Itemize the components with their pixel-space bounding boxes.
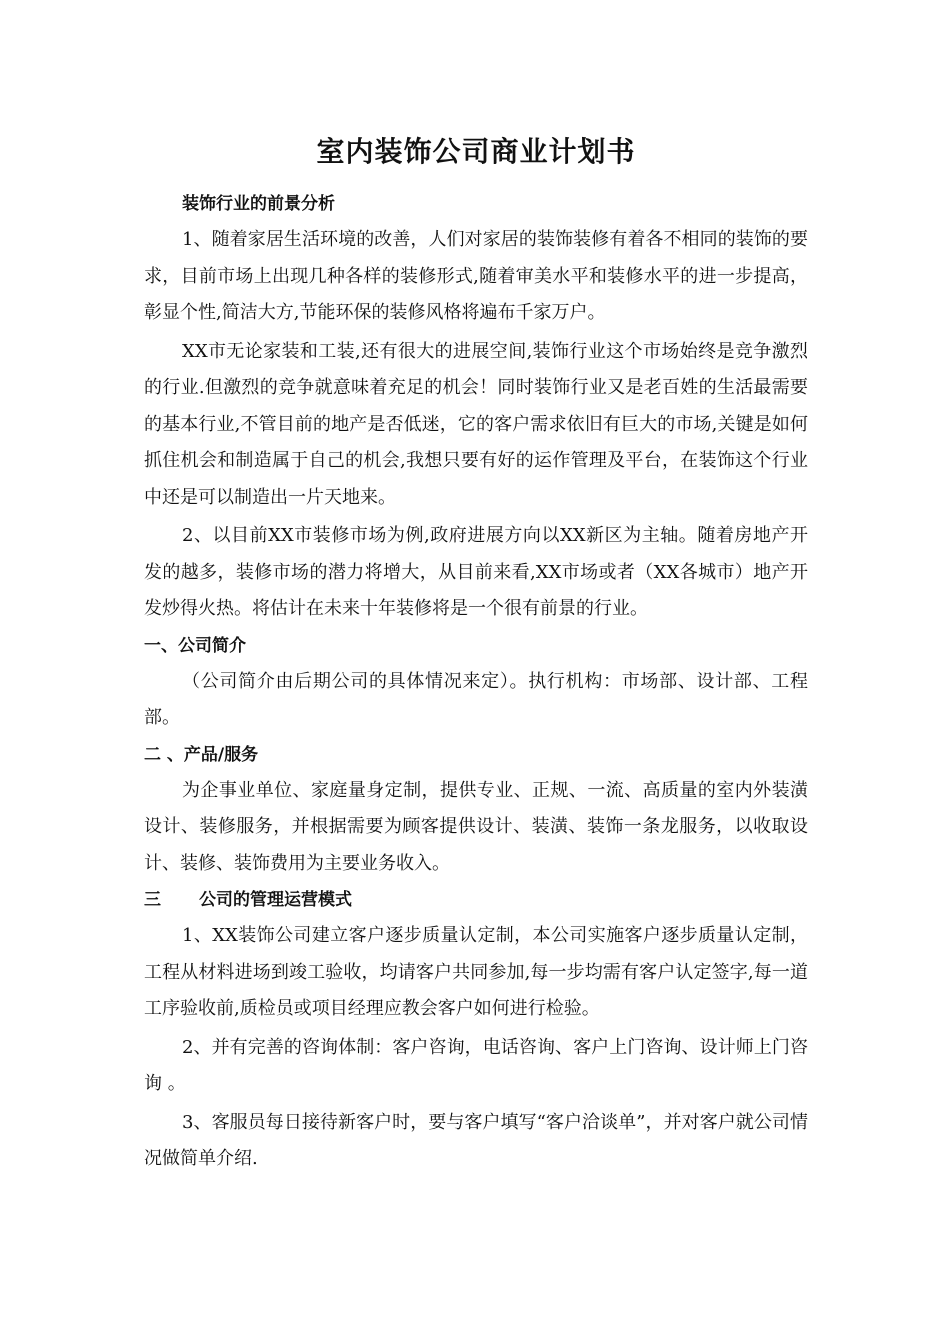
section-heading-management-text: 公司的管理运营模式 [199,890,352,910]
section-heading-management [144,882,808,918]
paragraph-prospect-2: XX市无论家装和工装,还有很大的进展空间,装饰行业这个市场始终是竞争激烈的行业.但激烈的竞争就意味着充足的机会！同时装饰行业又是老百姓的生活最需要的基本行业,不管目前的地产是否低迷，它的客户需求依旧有巨大的市场,关键是如何抓住机会和制造属于自己的机会,我想只要有好的运作管理及平台，在装饰这个行业中还是可以制造出一片天地来。 [144,340,808,508]
paragraph-management-1: 1、XX装饰公司建立客户逐步质量认定制，本公司实施客户逐步质量认定制，工程从材料进场到竣工验收，均请客户共同参加,每一步均需有客户认定签字,每一道工序验收前,质检员或项目经理应教会客户如何进行检验。 [144,925,808,1019]
section-heading-management-number: 三 [144,890,161,910]
section-heading-prospect: 装饰行业的前景分析 [182,194,335,214]
paragraph-intro-1: （公司简介由后期公司的具体情况来定）。执行机构：市场部、设计部、工程部。 [144,670,808,728]
paragraph-products-1: 为企事业单位、家庭量身定制，提供专业、正规、一流、高质量的室内外装潢设计、装修服务，并根据需要为顾客提供设计、装潢、装饰一条龙服务，以收取设计、装修、装饰费用为主要业务收入。 [144,779,808,874]
document-page [144,120,808,1178]
paragraph-prospect-3: 2、以目前XX市装修市场为例,政府进展方向以XX新区为主轴。随着房地产开发的越多，装修市场的潜力将增大，从目前来看,XX市场或者（XX各城市）地产开发炒得火热。将估计在未来十年装修将是一个很有前景的行业。 [144,525,808,619]
paragraph-management-3: 3、客服员每日接待新客户时，要与客户填写“客户洽谈单”，并对客户就公司情况做简单介绍. [144,1111,808,1169]
paragraph-prospect-1: 1、随着家居生活环境的改善，人们对家居的装饰装修有着各不相同的装饰的要求，目前市场上出现几种各样的装修形式,随着审美水平和装修水平的进一步提高，彰显个性,简洁大方,节能环保的装修风格将遍布千家万户。 [144,229,808,323]
section-heading-products: 二 、产品/服务 [144,744,259,765]
section-heading-intro: 一、公司简介 [144,635,246,656]
paragraph-management-2: 2、并有完善的咨询体制：客户咨询，电话咨询、客户上门咨询、设计师上门咨询 。 [144,1036,808,1094]
document-title: 室内装饰公司商业计划书 [316,135,636,168]
